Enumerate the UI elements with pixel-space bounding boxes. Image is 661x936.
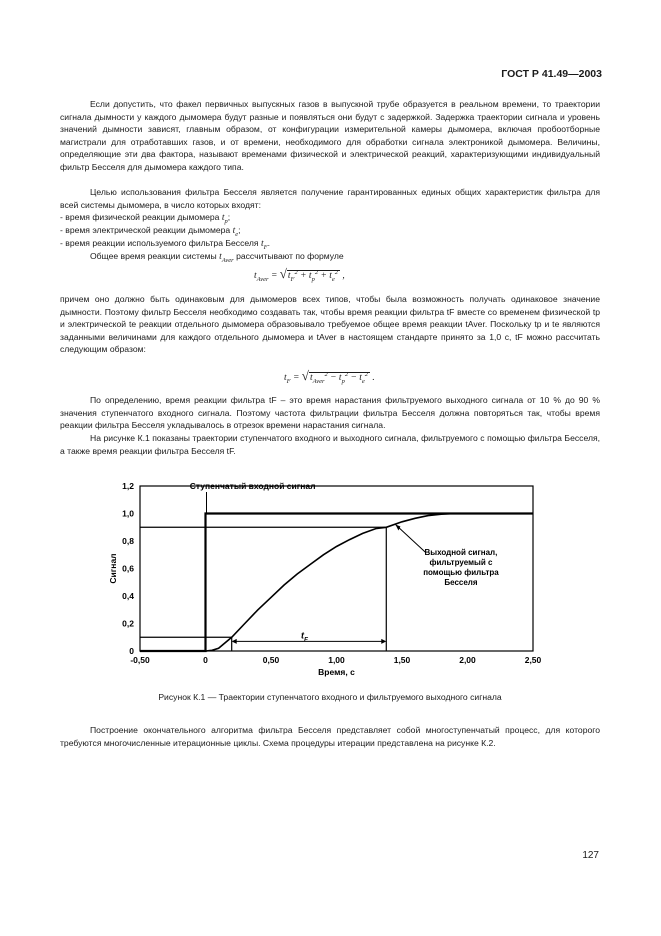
- annotation-filtered-output: Выходной сигнал, фильтруемый с помощью фильтра Бесселя: [423, 547, 499, 587]
- bullet-physical-time: - время физической реакции дымомера $t_p$;: [60, 212, 231, 225]
- paragraph-5: По определению, время реакции фильтра tF – это время нарастания фильтруемого выходного сигнала от 10 % до 90 % значения ступенчатого входного сигнала. Поэтому частота фильтрации фильтра Бесселя должна повторяться так, чтобы время реакции фильтра Бесселя укладывалось в отрезок времени нарастания сигнала.: [60, 395, 600, 431]
- interval-arrowhead-left: [232, 639, 237, 644]
- document-header: ГОСТ Р 41.49—2003: [501, 68, 602, 80]
- x-tick-label: 2,00: [459, 655, 476, 665]
- y-tick-label: 1,0: [122, 508, 134, 519]
- bullet-electrical-time: - время электрической реакции дымомера $t_e$;: [60, 225, 241, 238]
- paragraph-4: причем оно должно быть одинаковым для дымомеров всех типов, чтобы была возможность получать одинаковое значение дымности. Поэтому фильтр Бесселя необходимо создавать так, чтобы время реакции фильтра tF вместе со временем физической tp и электрической te реакции отдельного дымомера образовывало требуемое общее время реакции tAver. Поскольку tp и te являются заданными величинами для каждого отдельного дымомера и tAver в настоящем стандарте принято за 1,0 с, tF можно рассчитать следующим образом:: [60, 294, 600, 355]
- y-axis-label: Сигнал: [108, 553, 118, 584]
- x-axis-label: Время, с: [318, 667, 355, 677]
- bullet-text: - время реакции используемого фильтра Бесселя: [60, 238, 259, 248]
- x-tick-label: 1,00: [328, 655, 345, 665]
- x-tick-label: -0,50: [130, 655, 150, 665]
- annotation-arrowhead-output: [395, 525, 400, 531]
- formula-intro-a: Общее время реакции системы: [90, 251, 217, 261]
- interval-arrowhead-right: [381, 639, 386, 644]
- y-tick-label: 0,4: [122, 591, 134, 601]
- x-tick-label: 2,50: [524, 655, 542, 665]
- annotation-leader-output: [395, 525, 426, 553]
- y-tick-label: 0,8: [122, 536, 134, 546]
- paragraph-1: Если допустить, что факел первичных выпускных газов в выпускной трубе образуется в реальном времени, то траектории сигнала дымности у каждого дымомера будут разные и появляться они будут с задержкой. Задержка траектории сигнала и уровень значений дымности зависят, главным образом, от конфигурации измерительной камеры дымомера, включая пробоотборные магистрали для отработавших газов, и от времени, необходимого для обработки сигнала электроникой дымомера. Величины, определяющие эти два фактора, называют временами физической и электрической реакций, характеризующими индивидуальный фильтр Бесселя для дымомера каждого типа.: [60, 99, 600, 172]
- annotation-step-input: Ступенчатый входной сигнал: [189, 481, 316, 491]
- formula-t-aver: $t_{Aver} = √t_F^2 + t_p^2 + t_e^2$ ,: [254, 266, 345, 283]
- x-tick-label: 0,50: [262, 655, 280, 665]
- paragraph-2: Целью использования фильтра Бесселя является получение гарантированных единых общих характеристик фильтра для всей системы дымомера, в число которых входят:: [60, 187, 600, 210]
- interval-label: $t_F$: [300, 630, 308, 644]
- formula-t-f: $t_F = √t_{Aver}^2 - t_p^2 - t_e^2$ .: [284, 368, 375, 385]
- bullet-text: - время электрической реакции дымомера: [60, 225, 231, 235]
- bessel-filter-chart: [100, 474, 560, 684]
- x-tick-label: 1,50: [393, 655, 411, 665]
- figure-caption: Рисунок К.1 — Траектории ступенчатого входного и фильтруемого выходного сигнала: [158, 692, 502, 702]
- y-tick-label: 0: [129, 646, 134, 656]
- paragraph-7: Построение окончательного алгоритма фильтра Бесселя представляет собой многоступенчатый процесс, для которого требуются многочисленные итерационные циклы. Схема процедуры итерации представлена на рисунке К.2.: [60, 725, 600, 748]
- formula-intro-b: рассчитывают по формуле: [236, 251, 344, 261]
- series-filtered-output: [206, 514, 468, 652]
- bullet-filter-time: - время реакции используемого фильтра Бесселя $t_F$.: [60, 238, 270, 251]
- x-tick-label: 0: [203, 655, 208, 665]
- y-tick-label: 0,6: [122, 563, 134, 574]
- paragraph-6: На рисунке К.1 показаны траектории ступенчатого входного и выходного сигнала, фильтруемого с помощью фильтра Бесселя, а также время реакции фильтра Бесселя tF.: [60, 433, 600, 456]
- bullet-text: - время физической реакции дымомера: [60, 212, 220, 222]
- y-tick-label: 1,2: [122, 481, 134, 491]
- y-tick-label: 0,2: [122, 618, 134, 629]
- formula-intro: Общее время реакции системы $t_{Aver}$ рассчитывают по формуле: [90, 251, 344, 264]
- page-number: 127: [582, 850, 599, 861]
